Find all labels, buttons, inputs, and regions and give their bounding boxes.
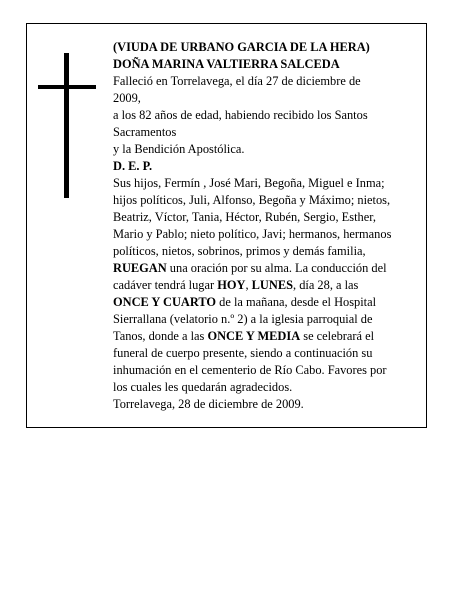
thanks-line: los cuales les quedarán agradecidos. (113, 380, 293, 394)
funeral-line-2: funeral de cuerpo presente, siendo a continuación su (113, 346, 373, 360)
rip-line: D. E. P. (113, 159, 153, 173)
request-keyword: RUEGAN (113, 261, 167, 275)
procession-line (113, 277, 419, 294)
family-line-2: hijos políticos, Juli, Alfonso, Begoña y Máximo; nietos, (113, 193, 391, 207)
family-line-1: Sus hijos, Fermín , José Mari, Begoña, Miguel e Inma; (113, 176, 385, 190)
departure-time: ONCE Y CUARTO (113, 295, 217, 309)
deceased-name: DOÑA MARINA VALTIERRA SALCEDA (113, 57, 340, 71)
request-line (113, 260, 419, 277)
family-line-4: Mario y Pablo; nieto político, Javi; hermanos, hermanos (113, 227, 392, 241)
cross-vertical-bar (64, 53, 69, 198)
blessing-line: y la Bendición Apostólica. (113, 142, 245, 156)
death-place-date-line: Falleció en Torrelavega, el día 27 de diciembre de (113, 74, 361, 88)
widow-of-line: (VIUDA DE URBANO GARCIA DE LA HERA) (113, 40, 370, 54)
obituary-text (113, 39, 419, 413)
family-line-3: Beatriz, Víctor, Tania, Héctor, Rubén, Sergio, Esther, (113, 210, 376, 224)
burial-line: inhumación en el cementerio de Río Cabo. Favores por (113, 363, 387, 377)
procession-date-text: , día 28, a las (293, 278, 359, 292)
funeral-place-text: Tanos, donde a las (113, 329, 208, 343)
funeral-text: se celebrará el (300, 329, 375, 343)
cross-horizontal-bar (38, 85, 96, 89)
today-keyword: HOY (217, 278, 246, 292)
funeral-time-line (113, 328, 419, 345)
family-line-5: políticos, nietos, sobrinos, primos y demás familia, (113, 244, 366, 258)
sacraments-line: Sacramentos (113, 125, 177, 139)
monday-keyword: LUNES (251, 278, 293, 292)
procession-separator: , (245, 278, 252, 292)
age-line: a los 82 años de edad, habiendo recibido los Santos (113, 108, 368, 122)
cross-icon (38, 53, 96, 198)
funeral-time: ONCE Y MEDIA (207, 329, 301, 343)
departure-time-line (113, 294, 419, 311)
request-text: una oración por su alma. La conducción del (166, 261, 387, 275)
death-year-line: 2009, (113, 91, 141, 105)
departure-place-text: de la mañana, desde el Hospital (216, 295, 377, 309)
place-date-signature: Torrelavega, 28 de diciembre de 2009. (113, 397, 304, 411)
procession-text: cadáver tendrá lugar (113, 278, 218, 292)
hospital-line: Sierrallana (velatorio n.º 2) a la iglesia parroquial de (113, 312, 373, 326)
